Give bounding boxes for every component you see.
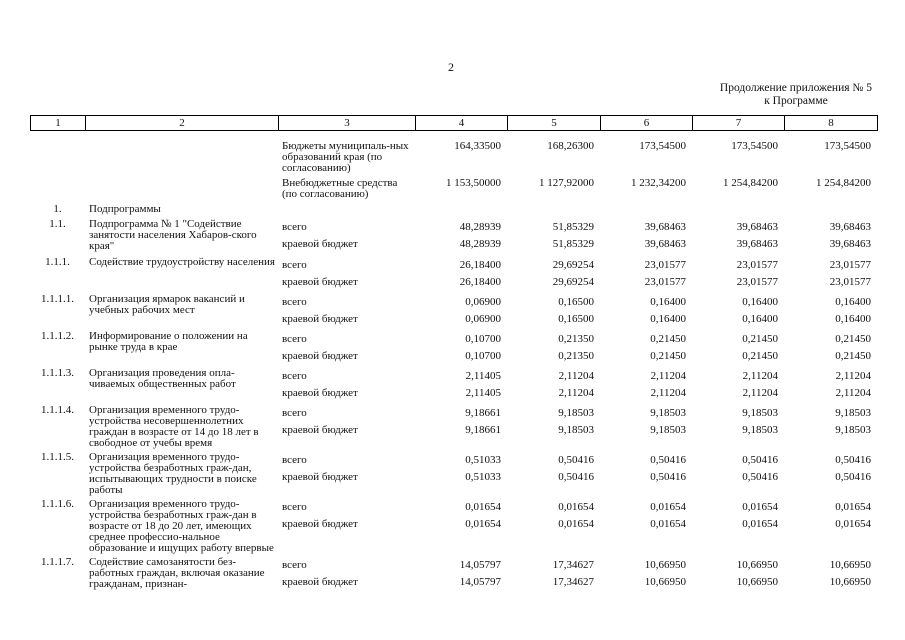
amount-value: 0,01654 — [742, 518, 778, 530]
value-cell-col7 — [692, 554, 784, 591]
amount-value: 0,16400 — [742, 296, 778, 308]
value-cell-col6 — [600, 215, 692, 253]
amount-value: 0,01654 — [558, 518, 594, 530]
amount-value: 9,18503 — [650, 407, 686, 419]
amount-value: 23,01577 — [829, 259, 871, 271]
funding-source: всего — [282, 407, 307, 419]
amount-value: 0,16400 — [742, 313, 778, 325]
amount-value: 0,10700 — [465, 333, 501, 345]
value-cell-col6 — [600, 554, 692, 591]
value-cell-col6 — [600, 402, 692, 449]
amount-value: 2,11204 — [650, 370, 686, 382]
row-name — [85, 174, 278, 200]
funding-source: краевой бюджет — [282, 350, 358, 362]
value-cell-col4 — [415, 137, 507, 174]
amount-value: 9,18503 — [742, 407, 778, 419]
funding-source: краевой бюджет — [282, 471, 358, 483]
amount-value: 2,11405 — [465, 387, 501, 399]
amount-value: 173,54500 — [824, 140, 871, 152]
page-number: 2 — [448, 60, 454, 74]
amount-value: 0,06900 — [465, 313, 501, 325]
amount-value: 14,05797 — [459, 576, 501, 588]
funding-source: краевой бюджет — [282, 387, 358, 399]
value-cell-col7 — [692, 291, 784, 328]
value-cell-col8 — [784, 200, 877, 215]
value-cell-col7 — [692, 496, 784, 554]
table-row — [30, 449, 877, 496]
value-cell-col8 — [784, 402, 877, 449]
amount-value: 0,21450 — [742, 333, 778, 345]
amount-value: 14,05797 — [459, 559, 501, 571]
amount-value: 0,16400 — [650, 296, 686, 308]
row-name: Организация временного трудо-устройства безработных граж-дан в возрасте от 18 до 20 лет, имеющих среднее профессио-нальное образование и ищущих работу впервые — [89, 498, 274, 554]
funding-source: Внебюджетные средства (по согласованию) — [282, 177, 398, 200]
amount-value: 9,18503 — [650, 424, 686, 436]
table-row — [30, 291, 877, 328]
row-number: 1.1.1.1. — [41, 293, 74, 305]
amount-value: 9,18503 — [835, 424, 871, 436]
amount-value: 17,34627 — [552, 559, 594, 571]
amount-value: 0,21450 — [650, 333, 686, 345]
value-cell-col8 — [784, 496, 877, 554]
amount-value: 23,01577 — [644, 276, 686, 288]
value-cell-col6 — [600, 137, 692, 174]
amount-value: 17,34627 — [552, 576, 594, 588]
amount-value: 0,01654 — [465, 518, 501, 530]
amount-value: 39,68463 — [736, 238, 778, 250]
row-number: 1.1.1.5. — [41, 451, 74, 463]
value-cell-col7 — [692, 200, 784, 215]
amount-value: 1 254,84200 — [723, 177, 778, 189]
funding-source-cell — [278, 328, 415, 365]
table-row — [30, 365, 877, 402]
amount-value: 10,66950 — [736, 576, 778, 588]
amount-value: 1 153,50000 — [446, 177, 501, 189]
funding-source: краевой бюджет — [282, 276, 358, 288]
amount-value: 0,01654 — [835, 501, 871, 513]
funding-source: всего — [282, 333, 307, 345]
value-cell-col4 — [415, 449, 507, 496]
amount-value: 1 127,92000 — [539, 177, 594, 189]
value-cell-col5 — [507, 174, 600, 200]
row-name: Содействие самозанятости без-работных граждан, включая оказание гражданам, признан- — [89, 556, 265, 590]
funding-source-cell — [278, 402, 415, 449]
amount-value: 0,21450 — [742, 350, 778, 362]
row-number — [30, 137, 85, 174]
funding-source: краевой бюджет — [282, 238, 358, 250]
value-cell-col8 — [784, 449, 877, 496]
amount-value: 39,68463 — [829, 238, 871, 250]
row-number: 1.1.1.7. — [41, 556, 74, 568]
value-cell-col6 — [600, 449, 692, 496]
value-cell-col4 — [415, 174, 507, 200]
row-name — [85, 137, 278, 174]
funding-source-cell — [278, 291, 415, 328]
table-row — [30, 328, 877, 365]
amount-value: 26,18400 — [459, 276, 501, 288]
value-cell-col5 — [507, 253, 600, 291]
funding-source: краевой бюджет — [282, 424, 358, 436]
continuation-line1: Продолжение приложения № 5 — [719, 82, 872, 94]
amount-value: 39,68463 — [644, 238, 686, 250]
value-cell-col4 — [415, 253, 507, 291]
value-cell-col7 — [692, 402, 784, 449]
row-number: 1.1.1.6. — [41, 498, 74, 510]
value-cell-col5 — [507, 402, 600, 449]
value-cell-col7 — [692, 449, 784, 496]
amount-value: 173,54500 — [731, 140, 778, 152]
funding-source: всего — [282, 259, 307, 271]
column-header-5: 5 — [508, 116, 601, 131]
amount-value: 10,66950 — [644, 576, 686, 588]
value-cell-col5 — [507, 215, 600, 253]
column-header-table — [30, 115, 878, 131]
amount-value: 0,06900 — [465, 296, 501, 308]
value-cell-col4 — [415, 365, 507, 402]
value-cell-col4 — [415, 496, 507, 554]
funding-source: Бюджеты муниципаль-ных образований края (по согласованию) — [282, 140, 409, 174]
value-cell-col8 — [784, 554, 877, 591]
value-cell-col6 — [600, 365, 692, 402]
amount-value: 0,21350 — [558, 333, 594, 345]
column-header-3: 3 — [279, 116, 416, 131]
amount-value: 164,33500 — [454, 140, 501, 152]
row-number: 1.1. — [49, 218, 66, 230]
amount-value: 39,68463 — [736, 221, 778, 233]
value-cell-col5 — [507, 496, 600, 554]
program-funding-table — [30, 137, 877, 591]
amount-value: 0,21450 — [650, 350, 686, 362]
funding-source-cell — [278, 253, 415, 291]
amount-value: 48,28939 — [459, 221, 501, 233]
value-cell-col4 — [415, 402, 507, 449]
row-name: Организация проведения опла-чиваемых общественных работ — [89, 367, 236, 390]
amount-value: 48,28939 — [459, 238, 501, 250]
amount-value: 0,16400 — [835, 296, 871, 308]
row-number: 1. — [53, 203, 62, 215]
amount-value: 0,50416 — [742, 471, 778, 483]
amount-value: 39,68463 — [829, 221, 871, 233]
value-cell-col6 — [600, 174, 692, 200]
funding-source: краевой бюджет — [282, 518, 358, 530]
value-cell-col6 — [600, 328, 692, 365]
value-cell-col7 — [692, 365, 784, 402]
amount-value: 23,01577 — [736, 259, 778, 271]
column-header-4: 4 — [416, 116, 508, 131]
value-cell-col8 — [784, 253, 877, 291]
amount-value: 9,18661 — [465, 424, 501, 436]
value-cell-col7 — [692, 253, 784, 291]
amount-value: 173,54500 — [639, 140, 686, 152]
value-cell-col5 — [507, 291, 600, 328]
amount-value: 0,50416 — [650, 471, 686, 483]
funding-source: всего — [282, 501, 307, 513]
amount-value: 51,85329 — [552, 238, 594, 250]
amount-value: 26,18400 — [459, 259, 501, 271]
table-row — [30, 554, 877, 591]
funding-source-cell — [278, 137, 415, 174]
value-cell-col4 — [415, 554, 507, 591]
funding-source: краевой бюджет — [282, 576, 358, 588]
table-row — [30, 253, 877, 291]
funding-source-cell — [278, 554, 415, 591]
amount-value: 10,66950 — [829, 576, 871, 588]
funding-source: всего — [282, 454, 307, 466]
column-header-8: 8 — [785, 116, 878, 131]
amount-value: 168,26300 — [547, 140, 594, 152]
value-cell-col5 — [507, 554, 600, 591]
row-number: 1.1.1.4. — [41, 404, 74, 416]
amount-value: 0,16500 — [558, 296, 594, 308]
row-number: 1.1.1.3. — [41, 367, 74, 379]
amount-value: 0,16400 — [835, 313, 871, 325]
funding-source: всего — [282, 221, 307, 233]
value-cell-col4 — [415, 291, 507, 328]
value-cell-col4 — [415, 215, 507, 253]
row-name: Подпрограммы — [89, 203, 161, 215]
value-cell-col7 — [692, 215, 784, 253]
amount-value: 0,50416 — [558, 454, 594, 466]
column-header-2: 2 — [86, 116, 279, 131]
value-cell-col7 — [692, 328, 784, 365]
amount-value: 2,11204 — [835, 370, 871, 382]
amount-value: 0,21350 — [558, 350, 594, 362]
amount-value: 9,18503 — [558, 424, 594, 436]
value-cell-col5 — [507, 365, 600, 402]
amount-value: 0,16500 — [558, 313, 594, 325]
column-header-7: 7 — [693, 116, 785, 131]
table-row — [30, 496, 877, 554]
amount-value: 0,01654 — [558, 501, 594, 513]
value-cell-col8 — [784, 174, 877, 200]
value-cell-col5 — [507, 449, 600, 496]
table-row — [30, 174, 877, 200]
amount-value: 2,11204 — [742, 370, 778, 382]
amount-value: 29,69254 — [552, 259, 594, 271]
amount-value: 0,16400 — [650, 313, 686, 325]
amount-value: 2,11405 — [465, 370, 501, 382]
amount-value: 23,01577 — [644, 259, 686, 271]
value-cell-col6 — [600, 496, 692, 554]
amount-value: 39,68463 — [644, 221, 686, 233]
amount-value: 0,51033 — [465, 454, 501, 466]
funding-source-cell — [278, 200, 415, 215]
amount-value: 0,50416 — [742, 454, 778, 466]
value-cell-col8 — [784, 137, 877, 174]
row-number: 1.1.1.2. — [41, 330, 74, 342]
table-row — [30, 402, 877, 449]
value-cell-col7 — [692, 174, 784, 200]
amount-value: 2,11204 — [742, 387, 778, 399]
funding-source: всего — [282, 370, 307, 382]
row-name: Организация временного трудо-устройства несовершеннолетних граждан в возрасте от 14 до 18 лет в свободное от учебы время — [89, 404, 259, 449]
amount-value: 0,01654 — [465, 501, 501, 513]
amount-value: 23,01577 — [829, 276, 871, 288]
value-cell-col6 — [600, 200, 692, 215]
amount-value: 10,66950 — [644, 559, 686, 571]
table-row — [30, 200, 877, 215]
value-cell-col7 — [692, 137, 784, 174]
table-row — [30, 137, 877, 174]
row-name: Информирование о положении на рынке труда в крае — [89, 330, 248, 353]
amount-value: 23,01577 — [736, 276, 778, 288]
amount-value: 0,01654 — [650, 518, 686, 530]
row-number — [30, 174, 85, 200]
value-cell-col5 — [507, 200, 600, 215]
value-cell-col4 — [415, 200, 507, 215]
amount-value: 9,18503 — [835, 407, 871, 419]
amount-value: 1 254,84200 — [816, 177, 871, 189]
amount-value: 0,51033 — [465, 471, 501, 483]
continuation-line2: к Программе — [764, 95, 828, 107]
funding-source-cell — [278, 174, 415, 200]
value-cell-col5 — [507, 137, 600, 174]
amount-value: 0,50416 — [835, 471, 871, 483]
amount-value: 9,18503 — [558, 407, 594, 419]
value-cell-col6 — [600, 291, 692, 328]
value-cell-col8 — [784, 291, 877, 328]
amount-value: 0,01654 — [742, 501, 778, 513]
row-name: Содействие трудоустройству населения — [89, 256, 275, 268]
amount-value: 10,66950 — [736, 559, 778, 571]
amount-value: 0,50416 — [835, 454, 871, 466]
value-cell-col8 — [784, 328, 877, 365]
amount-value: 2,11204 — [558, 370, 594, 382]
amount-value: 0,21450 — [835, 350, 871, 362]
amount-value: 9,18661 — [465, 407, 501, 419]
column-header-1: 1 — [31, 116, 86, 131]
amount-value: 2,11204 — [650, 387, 686, 399]
funding-source: всего — [282, 559, 307, 571]
amount-value: 2,11204 — [558, 387, 594, 399]
row-name: Организация временного трудо-устройства безработных граж-дан, испытывающих трудности в поиске работы — [89, 451, 257, 496]
funding-source: краевой бюджет — [282, 313, 358, 325]
funding-source-cell — [278, 449, 415, 496]
funding-source-cell — [278, 365, 415, 402]
funding-source-cell — [278, 215, 415, 253]
continuation-note — [720, 82, 872, 108]
value-cell-col5 — [507, 328, 600, 365]
amount-value: 0,50416 — [650, 454, 686, 466]
amount-value: 29,69254 — [552, 276, 594, 288]
table-row — [30, 215, 877, 253]
amount-value: 9,18503 — [742, 424, 778, 436]
value-cell-col4 — [415, 328, 507, 365]
row-name: Организация ярмарок вакансий и учебных рабочих мест — [89, 293, 245, 316]
funding-source: всего — [282, 296, 307, 308]
amount-value: 0,01654 — [835, 518, 871, 530]
amount-value: 0,21450 — [835, 333, 871, 345]
row-number: 1.1.1. — [45, 256, 70, 268]
amount-value: 0,10700 — [465, 350, 501, 362]
amount-value: 0,01654 — [650, 501, 686, 513]
funding-source-cell — [278, 496, 415, 554]
amount-value: 1 232,34200 — [631, 177, 686, 189]
column-header-6: 6 — [601, 116, 693, 131]
row-name: Подпрограмма № 1 "Содействие занятости населения Хабаров-ского края" — [89, 218, 257, 252]
value-cell-col8 — [784, 215, 877, 253]
amount-value: 10,66950 — [829, 559, 871, 571]
amount-value: 51,85329 — [552, 221, 594, 233]
amount-value: 0,50416 — [558, 471, 594, 483]
column-header-row — [31, 116, 878, 131]
amount-value: 2,11204 — [835, 387, 871, 399]
value-cell-col8 — [784, 365, 877, 402]
value-cell-col6 — [600, 253, 692, 291]
